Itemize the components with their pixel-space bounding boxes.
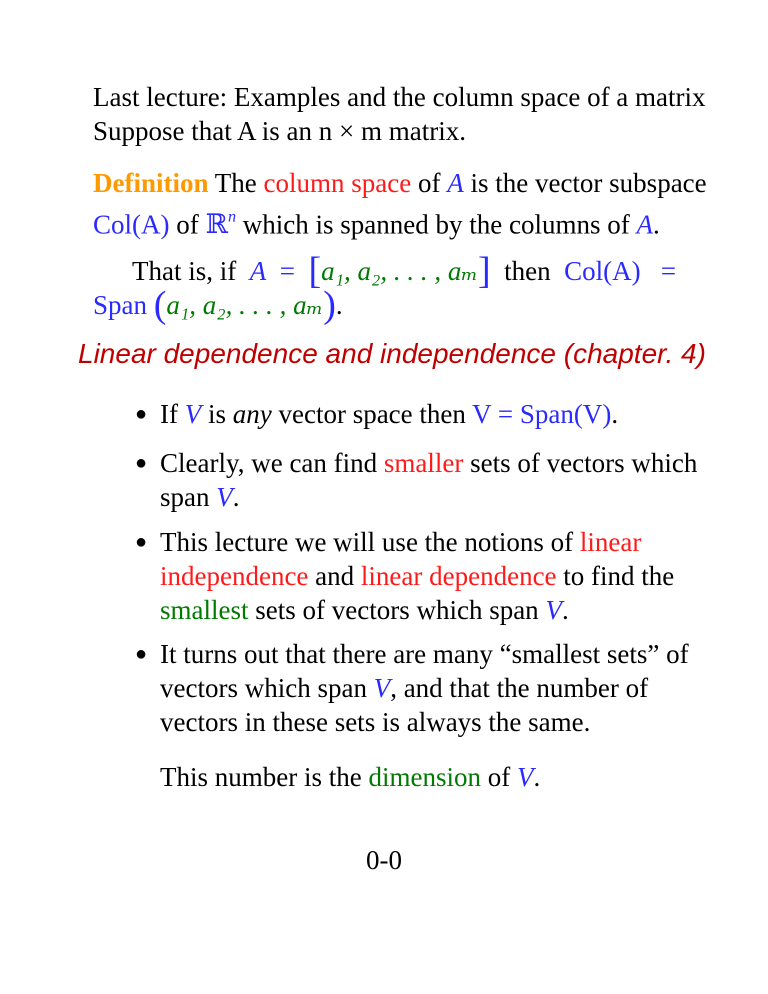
math-rn (206, 209, 237, 239)
emphasis-any: any (232, 399, 272, 429)
term-dimension: dimension (368, 762, 481, 792)
text: That is, if (132, 256, 237, 286)
text: vectors which span (160, 673, 367, 703)
period: . (335, 290, 343, 320)
definition-line-2 (93, 200, 660, 241)
math-A: A (249, 256, 267, 286)
math-V: V (373, 673, 391, 703)
matrix-columns: a₁, a₂, . . . , aₘ (321, 256, 478, 286)
period: . (561, 595, 569, 625)
math-A: A (447, 168, 464, 198)
math-V: V (516, 762, 534, 792)
math-span: Span (93, 290, 147, 320)
text: is (207, 399, 226, 429)
text: span (160, 482, 210, 512)
text: Clearly, we can find (160, 448, 378, 478)
text: is the vector subspace (470, 168, 707, 198)
text: , and that the number of (390, 673, 649, 703)
text: If (160, 399, 178, 429)
bullet-3-line-3 (160, 593, 569, 627)
text: The (214, 168, 257, 198)
section-heading: Linear dependence and independence (chapter. 4) (78, 338, 706, 369)
paren-right: ) (323, 284, 336, 326)
math-col-a: Col(A) (564, 256, 641, 286)
bullet-dot: ● (135, 643, 148, 665)
math-V: V (545, 595, 562, 625)
thatis-line-2 (93, 284, 343, 326)
span-vectors: a₁, a₂, . . . , aₘ (166, 290, 324, 320)
math-col-a: Col(A) (93, 209, 170, 240)
definition-line-1 (93, 166, 707, 200)
bullet-2-line-1 (160, 446, 697, 480)
text: of (176, 209, 199, 240)
dimension-line (160, 760, 540, 794)
text: This number is the (160, 762, 362, 792)
bullet-1 (160, 397, 618, 431)
bullet-dot: ● (135, 531, 148, 553)
text: to find the (563, 561, 675, 591)
term-column-space: column space (263, 168, 412, 198)
text: of (487, 762, 511, 792)
math-eq: = (279, 256, 295, 286)
text: then (504, 256, 551, 286)
period: . (232, 482, 240, 512)
math-V: V (216, 482, 233, 512)
bracket-left: [ (308, 250, 322, 292)
bullet-3-line-1 (160, 525, 641, 559)
text: sets of vectors which (470, 448, 698, 478)
paren-left: ( (153, 284, 167, 326)
bracket-right: ] (477, 250, 491, 292)
bullet-2-line-2 (160, 480, 240, 514)
bullet-4-line-2 (160, 671, 648, 705)
text: This lecture we will use the notions of (160, 527, 574, 557)
definition-label: Definition (93, 168, 209, 198)
bullet-4-line-1: It turns out that there are many “smallest sets” of (160, 639, 689, 669)
term-smallest: smallest (160, 595, 249, 625)
text: which is spanned by the columns of (242, 209, 630, 240)
term-linear-dependence: linear dependence (360, 561, 557, 591)
math-eq: = (660, 256, 677, 286)
intro-line-1: Last lecture: Examples and the column space of a matrix (93, 82, 706, 112)
bullet-3-line-2 (160, 559, 674, 593)
math-expression: V = Span(V) (472, 399, 612, 429)
bullet-4-line-3: vectors in these sets is always the same. (160, 707, 591, 737)
text: sets of vectors which span (255, 595, 539, 625)
bullet-dot: ● (135, 452, 148, 474)
period: . (611, 399, 619, 429)
math-n: n (227, 208, 237, 226)
term-smaller: smaller (383, 448, 464, 478)
text: vector space then (278, 399, 466, 429)
intro-line-2: Suppose that A is an n × m matrix. (93, 116, 466, 146)
period: . (653, 209, 660, 240)
term-linear: linear (579, 527, 642, 557)
math-r: ℝ (205, 209, 228, 240)
text: of (417, 168, 441, 198)
bullet-dot: ● (135, 403, 148, 425)
text: and (315, 561, 355, 591)
math-V: V (184, 399, 202, 429)
period: . (533, 762, 541, 792)
term-independence: independence (160, 561, 309, 591)
page-number: 0-0 (366, 845, 402, 875)
math-A: A (636, 209, 653, 240)
thatis-line-1 (132, 250, 677, 292)
